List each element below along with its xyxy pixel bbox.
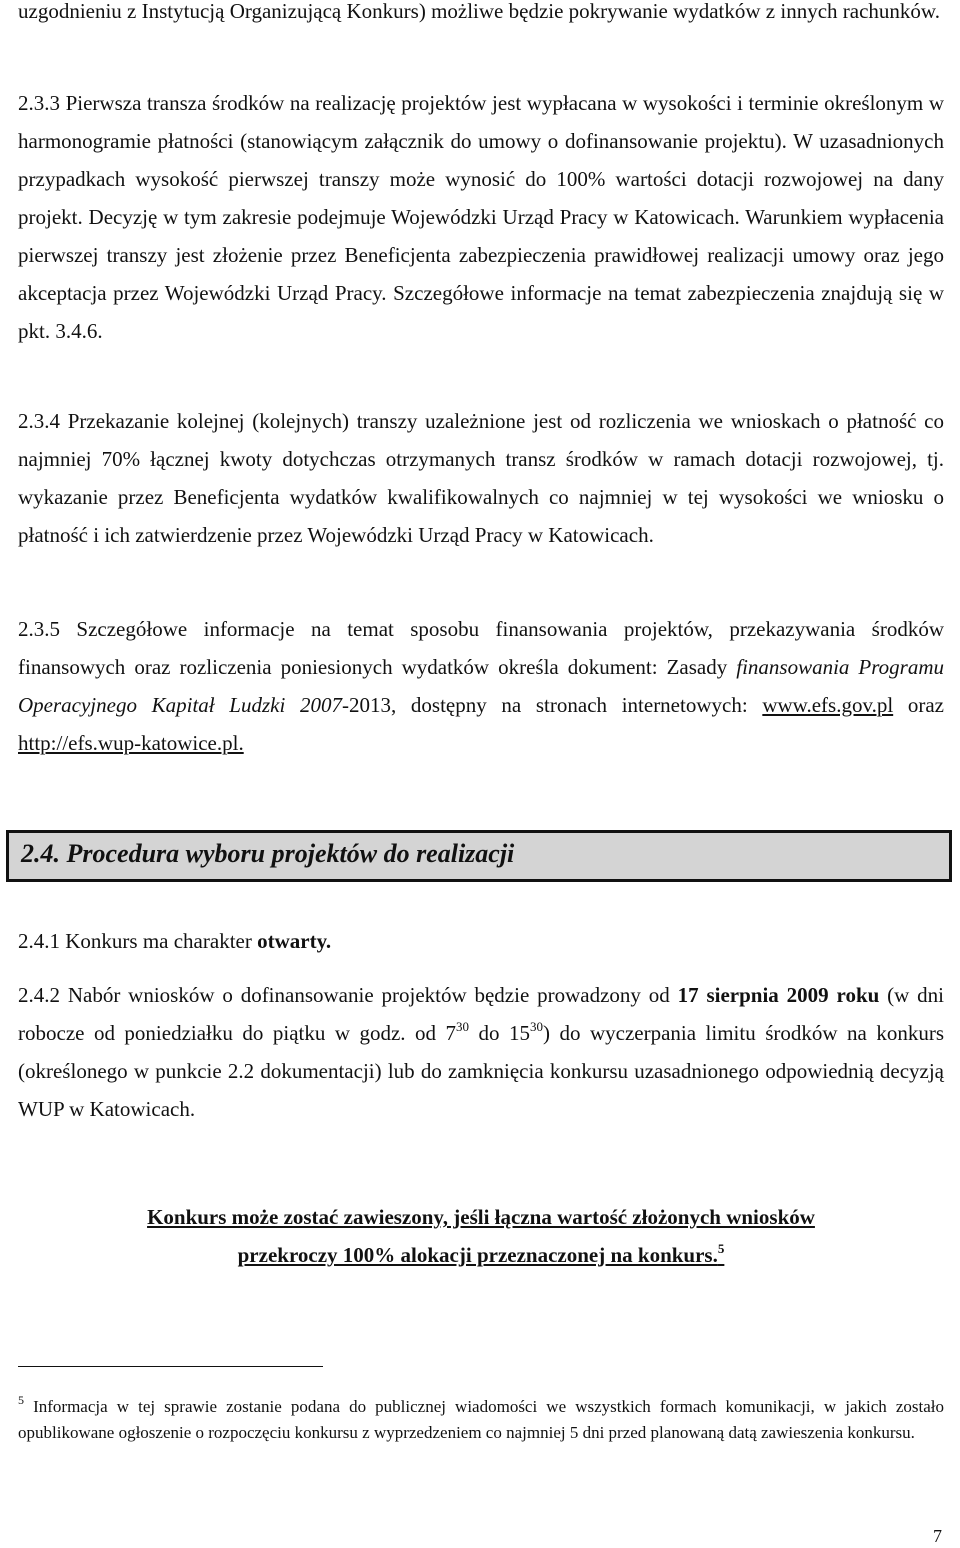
link-separator: oraz <box>893 693 944 717</box>
footnote-mark: 5 <box>18 1393 24 1407</box>
paragraph-2-3-5-tail: -2013, dostępny na stronach internetowych: <box>341 693 763 717</box>
paragraph-2-4-1-lead: 2.4.1 Konkurs ma charakter <box>18 929 258 953</box>
section-heading-box <box>6 830 952 882</box>
footnote-reference[interactable]: 5 <box>717 1241 725 1256</box>
paragraph-2-3-4: 2.3.4 Przekazanie kolejnej (kolejnych) transzy uzależnione jest od rozliczenia we wnioskach o płatność co najmniej 70% łącznej kwoty dotychczas otrzymanych transz środków w ramach dotacji rozwojowej, tj. wykazanie przez Beneficjenta wydatków kwalifikowalnych co najmniej w tej wysokości we wniosku o płatność i ich zatwierdzenie przez Wojewódzki Urząd Pracy w Katowicach. <box>18 409 944 547</box>
paragraph-2-3-5-lead: 2.3.5 Szczegółowe informacje na temat sposobu finansowania projektów, przekazywania środków finansowych oraz rozliczenia poniesionych wydatków określa dokument: Zasady <box>18 617 944 679</box>
suspension-notice-text: przekroczy 100% alokacji przeznaczonej na konkurs. <box>237 1243 718 1267</box>
paragraph-2-4-2-lead: 2.4.2 Nabór wniosków o dofinansowanie projektów będzie prowadzony od <box>18 983 678 1007</box>
section-heading: 2.4. Procedura wyboru projektów do realizacji <box>21 839 515 868</box>
competition-type: otwarty. <box>257 929 332 953</box>
paragraph-2-4-2 <box>18 976 944 1128</box>
paragraph-2-4-2-hours-to: do 15 <box>469 1021 530 1045</box>
document-title: finansowania Programu Operacyjnego Kapitał Ludzki 2007 <box>18 655 944 717</box>
footnote-separator <box>18 1366 323 1367</box>
paragraph-2-3-3: 2.3.3 Pierwsza transza środków na realizację projektów jest wypłacana w wysokości i terminie określonym w harmonogramie płatności (stanowiącym załącznik do umowy o dofinansowanie projektu). W uzasadnionych przypadkach wysokość pierwszej transzy może wynosić do 100% wartości dotacji rozwojowej na dany projekt. Decyzję w tym zakresie podejmuje Wojewódzki Urząd Pracy w Katowicach. Warunkiem wypłacenia pierwszej transzy jest złożenie przez Beneficjenta zabezpieczenia prawidłowej realizacji umowy oraz jego akceptacja przez Wojewódzki Urząd Pracy. Szczegółowe informacje na temat zabezpieczenia znajdują się w pkt. 3.4.6. <box>18 91 944 343</box>
footnote-text: Informacja w tej sprawie zostanie podana do publicznej wiadomości we wszystkich formach komunikacji, w jakich zostało opublikowane ogłoszenie o rozpoczęciu konkursu z wyprzedzeniem co najmniej 5 dni przed planowaną datą zawieszenia konkursu. <box>18 1397 944 1442</box>
start-date: 17 sierpnia 2009 roku <box>677 983 880 1007</box>
paragraph-continuation: uzgodnieniu z Instytucją Organizującą Konkurs) możliwe będzie pokrywanie wydatków z innych rachunków. <box>18 0 940 23</box>
paragraph-2-4-2-tail: ) do wyczerpania limitu środków na konkurs (określonego w punkcie 2.2 dokumentacji) lub do zamknięcia konkursu uzasadnionego odpowiednią decyzją WUP w Katowicach. <box>18 1021 944 1121</box>
suspension-notice-line-2 <box>18 1236 944 1274</box>
paragraph-2-4-2-hours: (w dni robocze od poniedziałku do piątku w godz. od 7 <box>18 983 944 1045</box>
hour-sup-start: 30 <box>456 1019 470 1034</box>
footnote <box>18 1394 944 1446</box>
paragraph-2-3-5 <box>18 610 944 762</box>
link-efs-wup-katowice[interactable]: http://efs.wup-katowice.pl. <box>18 731 244 755</box>
suspension-notice-line-1: Konkurs może zostać zawieszony, jeśli łączna wartość złożonych wniosków <box>147 1205 815 1229</box>
link-efs-gov-pl[interactable]: www.efs.gov.pl <box>762 693 894 717</box>
page-number: 7 <box>933 1526 942 1546</box>
hour-sup-end: 30 <box>530 1019 543 1034</box>
paragraph-2-4-1 <box>18 922 944 960</box>
